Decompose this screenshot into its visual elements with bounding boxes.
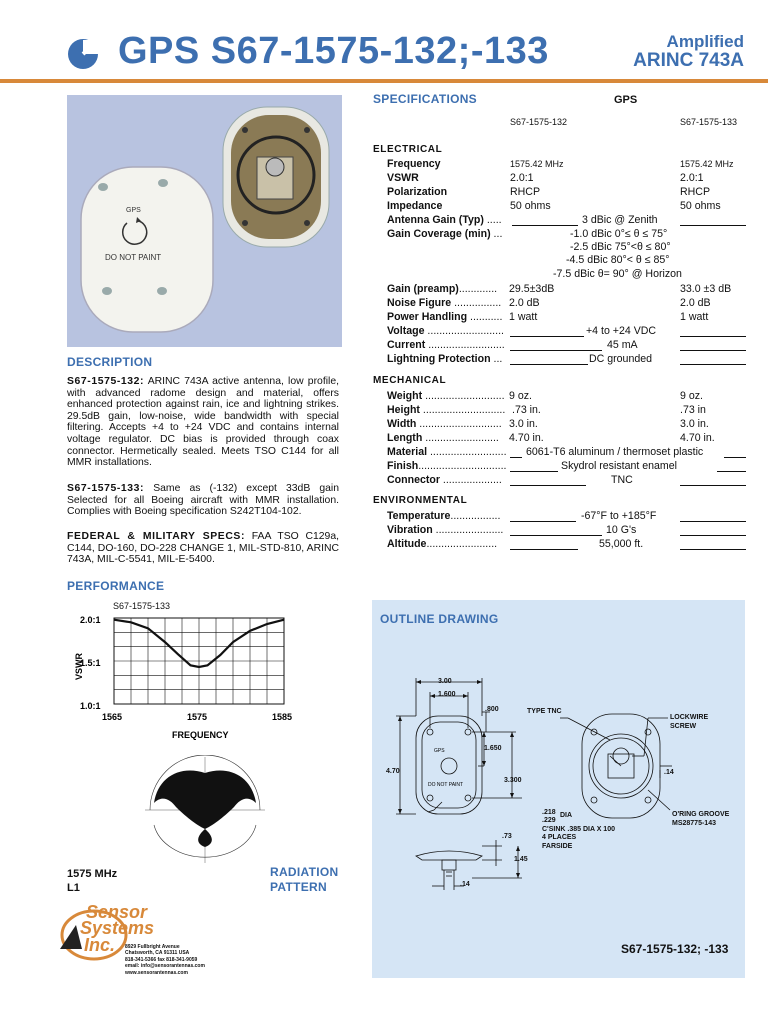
environmental-heading: ENVIRONMENTAL	[373, 495, 468, 506]
performance-heading: PERFORMANCE	[67, 579, 165, 593]
p3-heading: FEDERAL & MILITARY SPECS:	[67, 531, 246, 542]
material-value: 6061-T6 aluminum / thermoset plastic	[526, 446, 704, 458]
gain-cov-3: -4.5 dBic 80°< θ ≤ 85°	[566, 254, 670, 266]
length-label: Length	[387, 432, 423, 444]
dim-300: 3.00	[438, 678, 452, 685]
temperature-value: -67°F to +185°F	[581, 510, 657, 522]
vswr-chart	[60, 610, 300, 740]
gain-cov-4: -7.5 dBic θ= 90° @ Horizon	[553, 268, 682, 280]
company-name-1: Sensor	[86, 902, 148, 922]
dim-1650: 1.650	[484, 745, 502, 752]
dia-229: .229	[542, 817, 556, 824]
power-handling-label: Power Handling	[387, 311, 468, 323]
temperature-label: Temperature	[387, 510, 451, 522]
voltage-value: +4 to +24 VDC	[586, 325, 657, 337]
spec-impedance	[387, 199, 442, 213]
width-label: Width	[387, 418, 417, 430]
imp-b: 50 ohms	[680, 200, 721, 212]
spec-noise-figure: Noise Figure ................	[387, 297, 502, 309]
gain-cov-2: -2.5 dBic 75°<θ ≤ 80°	[570, 241, 671, 253]
y-tick-1: 1.0:1	[80, 701, 101, 711]
spec-altitude: Altitude........................	[387, 538, 498, 550]
company-address	[125, 944, 205, 976]
x-axis-label: FREQUENCY	[172, 730, 229, 740]
lockwire-label: LOCKWIRE	[670, 714, 709, 721]
vswr-a: 2.0:1	[510, 172, 534, 184]
y-axis-label: VSWR	[74, 653, 84, 680]
spec-polarization	[387, 185, 447, 199]
dim-800: .800	[485, 706, 499, 713]
height-label: Height	[387, 404, 420, 416]
current-value: 45 mA	[607, 339, 638, 351]
dim-14: .14	[664, 769, 674, 776]
radiation-label-1: RADIATION	[270, 865, 339, 879]
spec-voltage: Voltage ..........................	[387, 325, 504, 337]
spec-vswr	[387, 171, 419, 185]
p1-text: ARINC 743A active antenna, low profile, with advanced radome design and material, offers enhanced protection against rain, ice and lightning strikes. 29.5dB gain, low-noise, wide bandwidth with special filtering. Accepts +4 to +24 VDC and contains internal voltage regulator. DC bias is provided through coax connector. Hermetically sealed. Meets TSO C144 for all MMR installations.	[67, 376, 339, 469]
p1-model: S67-1575-132:	[67, 376, 145, 387]
noise-figure-label: Noise Figure	[387, 297, 452, 309]
pol-a: RHCP	[510, 186, 541, 198]
voltage-label: Voltage	[387, 325, 425, 337]
ln-b: 4.70 in.	[680, 432, 715, 444]
lightning-value: DC grounded	[589, 353, 653, 365]
p2-model: S67-1575-133:	[67, 483, 145, 494]
spec-current: Current ..........................	[387, 339, 505, 351]
dim-73: .73	[502, 833, 512, 840]
pre-a: 29.5±3dB	[509, 283, 555, 295]
wd-a: 3.0 in.	[509, 418, 538, 430]
mechanical-heading: MECHANICAL	[373, 375, 447, 386]
specs-gps: GPS	[614, 94, 638, 106]
wt-a: 9 oz.	[509, 390, 532, 402]
radome-gps-text: GPS	[126, 207, 141, 214]
gain-preamp-label: Gain (preamp)	[387, 283, 459, 295]
finish-label: Finish	[387, 460, 419, 472]
spec-antenna-gain: Antenna Gain (Typ) .....	[387, 214, 502, 226]
spec-length: Length .........................	[387, 432, 499, 444]
imp-a: 50 ohms	[510, 200, 551, 212]
specs-col1: S67-1575-132	[510, 117, 568, 127]
pre-b: 33.0 ±3 dB	[680, 283, 732, 295]
current-label: Current	[387, 339, 426, 351]
antenna-gain-value: 3 dBic @ Zenith	[582, 214, 658, 226]
wd-b: 3.0 in.	[680, 418, 709, 430]
vibration-label: Vibration	[387, 524, 433, 536]
drawing-gps-text: GPS	[434, 748, 445, 754]
address-web: www.sensorantennas.com	[125, 969, 188, 976]
description-p2	[67, 483, 339, 518]
y-tick-15: 1.5:1	[80, 658, 101, 668]
radiation-pattern-plot	[140, 755, 270, 865]
spec-height: Height ............................	[387, 404, 506, 416]
connector-label: Connector	[387, 474, 440, 486]
type-tnc-label: TYPE TNC	[527, 708, 562, 715]
wt-b: 9 oz.	[680, 390, 703, 402]
dia-label: DIA	[560, 812, 573, 819]
weight-label: Weight	[387, 390, 423, 402]
amplified-label: Amplified	[666, 32, 744, 51]
p2-text: Same as (-132) except 33dB gain Selected for all Boeing aircraft with MMR installation. Complies with Boeing specification S242T104-102.	[67, 483, 339, 518]
impedance-label: Impedance	[387, 200, 443, 212]
spec-finish: Finish..............................	[387, 460, 507, 472]
ht-b: .73 in	[680, 404, 706, 416]
address-street: 8929 Fullbright Avenue	[125, 944, 180, 950]
dim-145: 1.45	[514, 856, 528, 863]
chart-title: S67-1575-133	[113, 601, 171, 611]
x-tick-1565: 1565	[102, 712, 123, 722]
outline-drawing	[372, 660, 745, 900]
radiation-freq: 1575 MHz	[67, 868, 118, 880]
altitude-value: 55,000 ft.	[599, 538, 644, 550]
company-name-2: Systems	[80, 918, 155, 938]
polarization-label: Polarization	[387, 186, 448, 198]
altitude-label: Altitude	[387, 538, 427, 550]
ms-label: MS28775-143	[672, 820, 716, 827]
vibration-value: 10 G's	[606, 524, 637, 536]
spec-material: Material ..........................	[387, 446, 507, 458]
csink-label: C'SINK .385 DIA X 100	[542, 826, 615, 833]
spec-lightning: Lightning Protection ...	[387, 353, 503, 365]
company-logo-icon	[66, 38, 100, 70]
product-photo	[67, 95, 342, 347]
pwr-a: 1 watt	[509, 311, 538, 323]
outline-heading: OUTLINE DRAWING	[380, 612, 499, 626]
ht-a: .73 in.	[512, 404, 541, 416]
header-rule	[0, 79, 768, 83]
p3-text: FAA TSO C129a, C144, DO-160, DO-228 CHANGE 1, MIL-STD-810, ARINC 743A, MIL-C-5541, MIL-E-5400.	[67, 531, 339, 566]
radome-paint-text: DO NOT PAINT	[105, 253, 162, 262]
specs-col2: S67-1575-133	[680, 117, 738, 127]
spec-power-handling: Power Handling ...........	[387, 311, 503, 323]
antenna-gain-label: Antenna Gain (Typ)	[387, 214, 484, 226]
gain-cov-1: -1.0 dBic 0°≤ θ ≤ 75°	[570, 228, 668, 240]
farside-label: FARSIDE	[542, 843, 573, 850]
freq-b: 1575.42 MHz	[680, 159, 734, 169]
description-p1	[67, 376, 339, 469]
x-tick-1585: 1585	[272, 712, 293, 722]
company-name-3: Inc.	[84, 935, 116, 955]
vswr-b: 2.0:1	[680, 172, 704, 184]
freq-a: 1575.42 MHz	[510, 159, 564, 169]
screw-label: SCREW	[670, 723, 697, 730]
radiation-label-2: PATTERN	[270, 880, 327, 894]
nf-a: 2.0 dB	[509, 297, 540, 309]
frequency-label: Frequency	[387, 158, 441, 170]
x-tick-1575: 1575	[187, 712, 208, 722]
spec-vibration: Vibration .......................	[387, 524, 504, 536]
places-label: 4 PLACES	[542, 834, 577, 841]
dim-14b: .14	[460, 881, 470, 888]
y-tick-2: 2.0:1	[80, 615, 101, 625]
oring-label: O'RING GROOVE	[672, 811, 730, 818]
address-city: Chatsworth, CA 91311 USA	[125, 950, 190, 957]
spec-width: Width ............................	[387, 418, 502, 430]
pol-b: RHCP	[680, 186, 711, 198]
spec-temperature: Temperature.................	[387, 510, 501, 522]
ln-a: 4.70 in.	[509, 432, 544, 444]
nf-b: 2.0 dB	[680, 297, 711, 309]
dia-218: .218	[542, 809, 556, 816]
spec-frequency	[387, 157, 441, 171]
connector-value: TNC	[611, 474, 633, 486]
lightning-label: Lightning Protection	[387, 353, 491, 365]
page-title: GPS S67-1575-132;-133	[118, 30, 549, 72]
gain-coverage-label: Gain Coverage (min)	[387, 228, 491, 240]
pwr-b: 1 watt	[680, 311, 709, 323]
dim-3300: 3.300	[504, 777, 522, 784]
vswr-label: VSWR	[387, 172, 419, 184]
electrical-heading: ELECTRICAL	[373, 144, 443, 155]
dim-1600: 1.600	[438, 691, 456, 698]
specs-heading: SPECIFICATIONS	[373, 92, 477, 106]
outline-model: S67-1575-132; -133	[621, 942, 729, 956]
dim-470: 4.70	[386, 768, 400, 775]
radiation-band: L1	[67, 882, 80, 894]
description-heading: DESCRIPTION	[67, 355, 153, 369]
spec-connector: Connector ....................	[387, 474, 502, 486]
spec-weight: Weight ...........................	[387, 390, 505, 402]
finish-value: Skydrol resistant enamel	[561, 460, 677, 472]
material-label: Material	[387, 446, 428, 458]
spec-gain-preamp: Gain (preamp).............	[387, 283, 498, 295]
drawing-paint-text: DO NOT PAINT	[428, 782, 464, 788]
arinc-label: ARINC 743A	[633, 50, 744, 71]
description-p3	[67, 531, 339, 566]
address-email: email: info@sensorantennas.com	[125, 963, 205, 970]
spec-gain-coverage: Gain Coverage (min) ...	[387, 228, 503, 240]
address-phone: 818-341-5366 fax 818-341-9059	[125, 956, 198, 963]
